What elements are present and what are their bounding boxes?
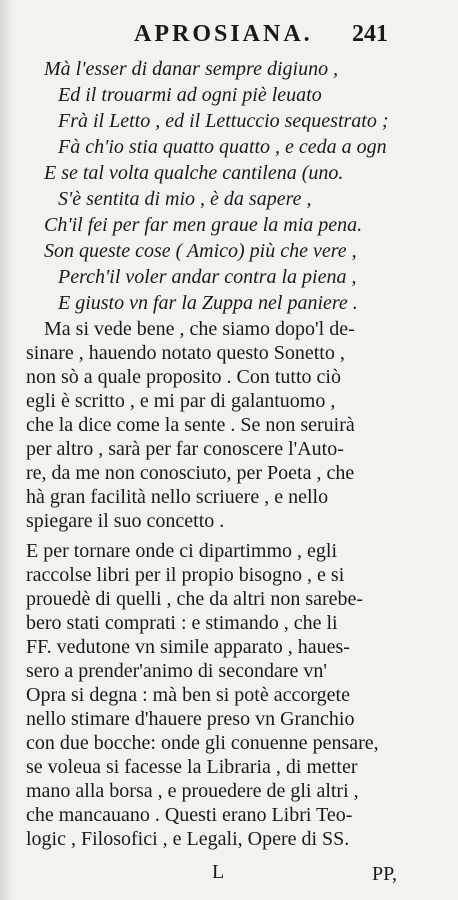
prose-line: che mancauano . Questi erano Libri Teo- [26,804,353,826]
prose-line: Opra si degna : mà ben si potè accorgete [26,684,350,706]
prose-line: egli è scritto , e mi par di galantuomo , [26,390,336,412]
prose-line: non sò a quale proposito . Con tutto ciò [26,366,341,388]
poem-line: Mà l'esser di danar sempre digiuno , [44,58,339,80]
poem-line: Frà il Letto , ed il Lettuccio sequestrato ; [58,110,389,132]
poem-line: Fà ch'io stia quatto quatto , e ceda a ogn [58,136,387,158]
prose-line: per altro , sarà per far conoscere l'Auto- [26,438,344,460]
prose-line: E per tornare onde ci dipartimmo , egli [26,540,338,562]
poem-line: Ed il trouarmi ad ogni piè leuato [58,84,322,106]
prose-line: raccolse libri per il propio bisogno , e si [26,564,345,586]
prose-line: nello stimare d'hauere preso vn Granchio [26,708,355,730]
prose-line: mano alla borsa , e prouedere de gli altri , [26,780,359,802]
prose-line: re, da me non conosciuto, per Poeta , che [26,462,355,484]
poem-line: Perch'il voler andar contra la piena , [58,266,357,288]
catchword: PP, [372,863,398,885]
prose-line: bero stati comprati : e stimando , che li [26,612,338,634]
prose-line: FF. vedutone vn simile apparato , haues- [26,636,350,658]
page-number: 241 [352,21,388,47]
poem-line: E se tal volta qualche cantilena (uno. [44,162,344,184]
poem-line: S'è sentita di mio , è da sapere , [58,188,312,210]
prose-line: logic , Filosofici , e Legali, Opere di SS. [26,828,350,850]
poem-line: E giusto vn far la Zuppa nel paniere . [58,292,358,314]
signature-mark: L [212,861,225,883]
running-title: APROSIANA. [134,21,313,47]
running-head [0,16,458,50]
prose-line: con due bocche: onde gli conuenne pensare, [26,732,379,754]
prose-line: sinare , hauendo notato questo Sonetto , [26,342,345,364]
poem-line: Son queste cose ( Amico) più che vere , [44,240,357,262]
prose-line: hà gran facilità nello scriuere , e nello [26,486,329,508]
prose-line: sero a prender'animo di secondare vn' [26,660,327,682]
prose-line: prouedè di quelli , che da altri non sarebe- [26,588,364,610]
prose-line: che la dice come la sente . Se non seruirà [26,414,355,436]
prose-line: Ma si vede bene , che siamo dopo'l de- [44,318,355,340]
prose-line: spiegare il suo concetto . [26,510,225,532]
poem-line: Ch'il fei per far men graue la mia pena. [44,214,363,236]
prose-line: se voleua si facesse la Libraria , di metter [26,756,358,778]
